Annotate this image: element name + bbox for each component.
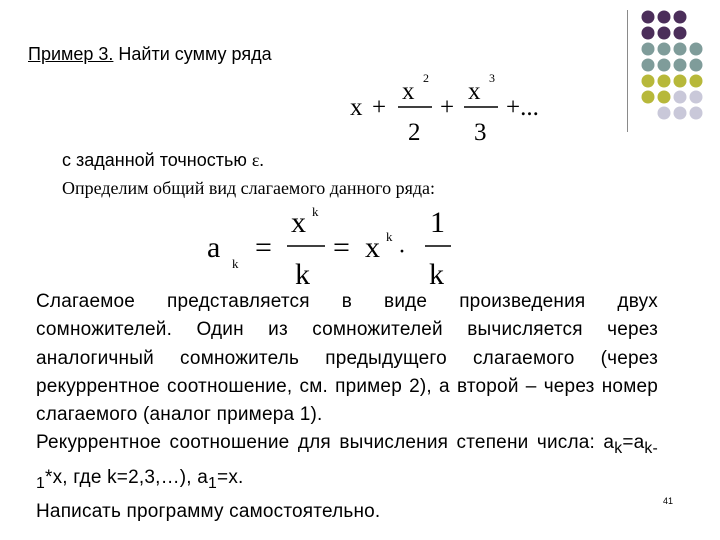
epsilon-symbol: ε.: [251, 150, 264, 170]
formula-exponent-3: 3: [489, 71, 495, 85]
p2-text-2: =a: [622, 432, 645, 454]
paragraph-2: [36, 429, 658, 497]
numerator-x: x: [291, 206, 306, 239]
denominator-k: k: [295, 258, 310, 291]
p2-text-3: *x, где k=2,3,…), a: [45, 466, 209, 488]
explanation-text: [36, 288, 658, 526]
numerator-exponent-k: k: [312, 204, 319, 219]
paragraph-3: Написать программу самостоятельно.: [36, 500, 381, 522]
teal-dots: [642, 43, 703, 72]
formula-numerator-x3: x: [468, 78, 481, 105]
formula-plus-1: +: [372, 94, 387, 121]
equals-2: =: [333, 231, 350, 264]
example-number: Пример 3.: [28, 44, 114, 64]
formula-numerator-x2: x: [402, 78, 415, 105]
page-number: 41: [663, 496, 674, 506]
general-term-formula: [205, 196, 475, 296]
equals-1: =: [255, 231, 272, 264]
formula-plus-2: +: [440, 94, 455, 121]
series-formula: [348, 62, 568, 152]
numerator-one: 1: [430, 206, 445, 239]
term-subscript-k: k: [232, 256, 239, 271]
formula-term-x: x: [350, 94, 363, 121]
purple-dots: [642, 11, 687, 40]
paragraph-1: Слагаемое представляется в виде произведения двух сомножителей. Один из сомножителей вычисляется через аналогичный сомножитель предыдущего слагаемого (через рекуррентное соотношение, см. пример 2), а второй – через номер слагаемого (аналог примера 1).: [36, 291, 658, 426]
multiply-dot: ·: [398, 239, 406, 265]
formula-ellipsis: +...: [506, 94, 539, 121]
slide-title: [28, 44, 272, 65]
decorative-divider-line: [627, 10, 628, 132]
p2-text-4: =x.: [217, 466, 244, 488]
decorative-dot-grid: [641, 10, 711, 120]
denominator-k-2: k: [429, 258, 444, 291]
title-text: Найти сумму ряда: [113, 44, 272, 64]
p2-subscript-1: 1: [208, 474, 218, 492]
p2-subscript-k: k: [614, 440, 623, 458]
formula-exponent-2: 2: [423, 71, 429, 85]
factor-x: x: [365, 231, 380, 264]
factor-exponent-k: k: [386, 229, 393, 244]
formula-denominator-3: 3: [474, 119, 487, 146]
formula-denominator-2: 2: [408, 119, 421, 146]
p2-text-1: Рекуррентное соотношение для вычисления степени числа: a: [36, 432, 615, 454]
definition-line: Определим общий вид слагаемого данного ряда:: [62, 178, 436, 198]
accuracy-line: [62, 150, 264, 171]
accuracy-text: с заданной точностью: [62, 150, 247, 170]
term-a: a: [207, 231, 221, 264]
p2-subscript-k-1: k-1: [36, 440, 658, 492]
